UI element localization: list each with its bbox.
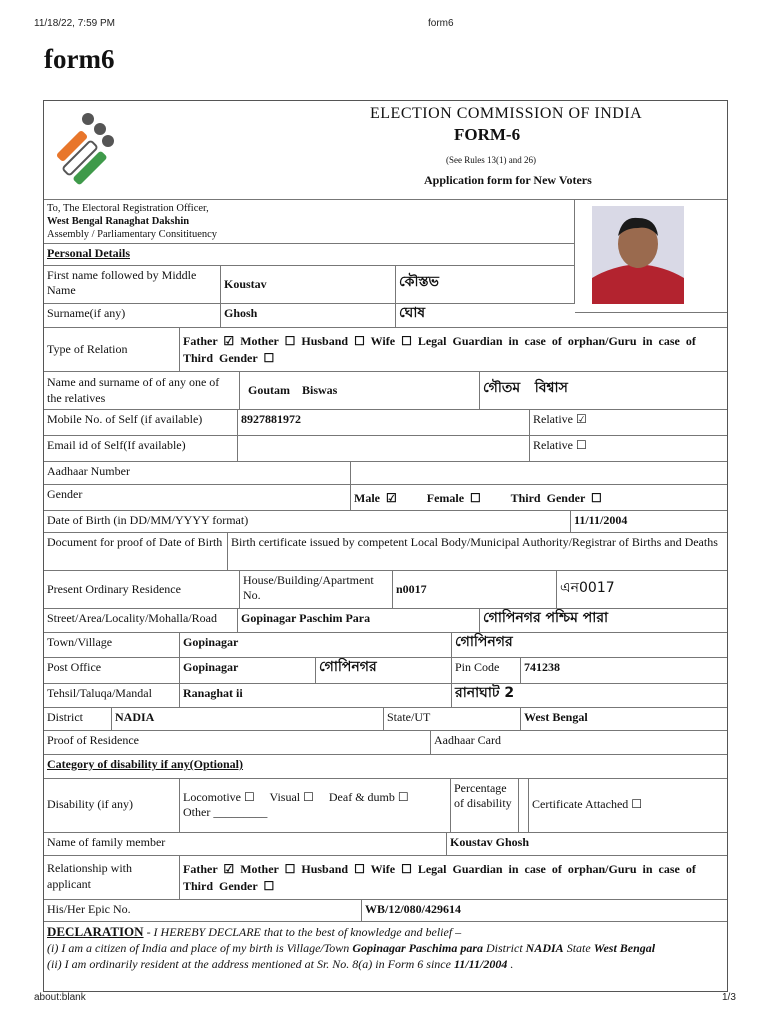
constituency-name: West Bengal Ranaghat Dakshin bbox=[47, 216, 190, 227]
applicant-photo bbox=[592, 206, 684, 304]
state-label: State/UT bbox=[384, 708, 521, 731]
street-label: Street/Area/Locality/Mohalla/Road bbox=[44, 609, 238, 633]
birth-state: West Bengal bbox=[593, 941, 656, 955]
relation-type-options[interactable]: Father ☑ Mother ☐ Husband ☐ Wife ☐ Legal Guardian in case of orphan/Guru in case of Third Gender ☐ bbox=[180, 328, 727, 372]
epic-value[interactable]: WB/12/080/429614 bbox=[362, 900, 727, 922]
decl-line2-c: . bbox=[507, 957, 514, 971]
disability-options-cell bbox=[180, 779, 451, 833]
email-label: Email id of Self(If available) bbox=[44, 436, 238, 462]
tehsil-bengali[interactable]: রানাঘাট 2 bbox=[452, 684, 727, 708]
district-value[interactable]: NADIA bbox=[112, 708, 384, 731]
town-bengali[interactable]: গোপিনগর bbox=[452, 633, 727, 658]
first-name-bengali[interactable]: কৌস্তভ bbox=[396, 266, 575, 304]
decl-line1-a: (i) I am a citizen of India and place of my birth is Village/Town bbox=[47, 941, 353, 955]
relation-type-label: Type of Relation bbox=[44, 328, 180, 372]
decl-line2-a: (ii) I am ordinarily resident at the address mentioned at Sr. No. 8(a) in Form 6 since bbox=[47, 957, 454, 971]
personal-details-heading: Personal Details bbox=[44, 244, 575, 266]
print-datetime: 11/18/22, 7:59 PM bbox=[34, 18, 115, 29]
house-number-bengali[interactable]: এন0017 bbox=[557, 571, 727, 609]
dob-label: Date of Birth (in DD/MM/YYYY format) bbox=[44, 511, 571, 533]
family-member-label: Name of family member bbox=[44, 833, 447, 856]
post-office-value[interactable]: Gopinagar bbox=[180, 658, 316, 684]
town-value[interactable]: Gopinagar bbox=[180, 633, 452, 658]
tehsil-label: Tehsil/Taluqa/Mandal bbox=[44, 684, 180, 708]
pin-code-value[interactable]: 741238 bbox=[521, 658, 727, 684]
tehsil-value[interactable]: Ranaghat ii bbox=[180, 684, 452, 708]
disability-label: Disability (if any) bbox=[44, 779, 180, 833]
disability-category-heading: Category of disability if any(Optional) bbox=[44, 755, 727, 779]
print-tab-title: form6 bbox=[428, 18, 454, 29]
street-bengali[interactable]: গোপিনগর পশ্চিম পারা bbox=[480, 609, 727, 633]
aadhaar-value[interactable] bbox=[351, 462, 727, 485]
disability-options[interactable]: Locomotive ☐ Visual ☐ Deaf & dumb ☐ bbox=[183, 790, 409, 804]
form-number: FORM-6 bbox=[454, 125, 521, 144]
post-office-label: Post Office bbox=[44, 658, 180, 684]
commission-name: ELECTION COMMISSION OF INDIA bbox=[370, 105, 643, 122]
mobile-label: Mobile No. of Self (if available) bbox=[44, 410, 238, 436]
surname-bengali[interactable]: ঘোষ bbox=[396, 304, 727, 328]
form6-document bbox=[43, 100, 728, 992]
email-relative-checkbox[interactable]: Relative ☐ bbox=[530, 436, 727, 462]
epic-label: His/Her Epic No. bbox=[44, 900, 362, 922]
disability-percentage-label: Percentage of disability bbox=[451, 779, 519, 833]
relative-name-label: Name and surname of of any one of the relatives bbox=[44, 372, 240, 410]
post-office-bengali[interactable]: গোপিনগর bbox=[316, 658, 452, 684]
family-member-value[interactable]: Koustav Ghosh bbox=[447, 833, 727, 856]
print-page-number: 1/3 bbox=[722, 992, 736, 1003]
disability-other[interactable]: Other _________ bbox=[183, 805, 268, 819]
declaration-block bbox=[44, 922, 727, 991]
house-number-value[interactable]: n0017 bbox=[393, 571, 557, 609]
certificate-attached-checkbox[interactable]: Certificate Attached ☐ bbox=[529, 779, 727, 833]
declaration-intro: - I HEREBY DECLARE that to the best of knowledge and belief – bbox=[143, 925, 462, 939]
mobile-value[interactable]: 8927881972 bbox=[238, 410, 530, 436]
residence-label: Present Ordinary Residence bbox=[44, 571, 240, 609]
proof-residence-label: Proof of Residence bbox=[44, 731, 431, 755]
addressee-line-3: Assembly / Parliamentary Consitituency bbox=[47, 229, 218, 240]
addressee-block bbox=[44, 200, 575, 244]
page-title: form6 bbox=[44, 44, 115, 74]
first-name-label: First name followed by Middle Name bbox=[44, 266, 221, 304]
eci-logo-icon bbox=[48, 111, 126, 187]
town-label: Town/Village bbox=[44, 633, 180, 658]
surname-value[interactable]: Ghosh bbox=[221, 304, 396, 328]
birth-place: Gopinagar Paschima para bbox=[352, 941, 483, 955]
state-value[interactable]: West Bengal bbox=[521, 708, 727, 731]
first-name-value[interactable]: Koustav bbox=[221, 266, 396, 304]
decl-line1-e: State bbox=[563, 941, 594, 955]
declaration-heading: DECLARATION bbox=[47, 924, 144, 939]
relative-name-value[interactable]: Goutam Biswas bbox=[240, 372, 480, 410]
surname-label: Surname(if any) bbox=[44, 304, 221, 328]
aadhaar-label: Aadhaar Number bbox=[44, 462, 351, 485]
gender-options[interactable]: Male ☑ Female ☐ Third Gender ☐ bbox=[351, 485, 727, 511]
form-header bbox=[44, 101, 727, 200]
relationship-label: Relationship with applicant bbox=[44, 856, 180, 900]
relative-name-bengali[interactable]: গৌতম বিশ্বাস bbox=[480, 372, 727, 410]
dob-value[interactable]: 11/11/2004 bbox=[571, 511, 727, 533]
mobile-relative-checkbox[interactable]: Relative ☑ bbox=[530, 410, 727, 436]
form-subtitle: Application form for New Voters bbox=[424, 173, 592, 187]
disability-percentage-value[interactable] bbox=[519, 779, 529, 833]
resident-since: 11/11/2004 bbox=[453, 957, 508, 971]
proof-residence-value[interactable]: Aadhaar Card bbox=[431, 731, 727, 755]
house-number-label: House/Building/Apartment No. bbox=[240, 571, 393, 609]
street-value[interactable]: Gopinagar Paschim Para bbox=[238, 609, 480, 633]
photo-cell bbox=[575, 200, 727, 313]
rules-reference: (See Rules 13(1) and 26) bbox=[446, 155, 536, 165]
gender-label: Gender bbox=[44, 485, 351, 511]
addressee-line-1: To, The Electoral Registration Officer, bbox=[47, 203, 209, 214]
district-label: District bbox=[44, 708, 112, 731]
decl-line1-c: District bbox=[483, 941, 526, 955]
relationship-options[interactable]: Father ☑ Mother ☐ Husband ☐ Wife ☐ Legal Guardian in case of orphan/Guru in case of Third Gender ☐ bbox=[180, 856, 727, 900]
email-value[interactable] bbox=[238, 436, 530, 462]
print-url: about:blank bbox=[34, 992, 86, 1003]
birth-district: NADIA bbox=[525, 941, 564, 955]
pin-code-label: Pin Code bbox=[452, 658, 521, 684]
dob-proof-label: Document for proof of Date of Birth bbox=[44, 533, 228, 571]
dob-proof-value[interactable]: Birth certificate issued by competent Local Body/Municipal Authority/Registrar of Births and Deaths bbox=[228, 533, 727, 571]
